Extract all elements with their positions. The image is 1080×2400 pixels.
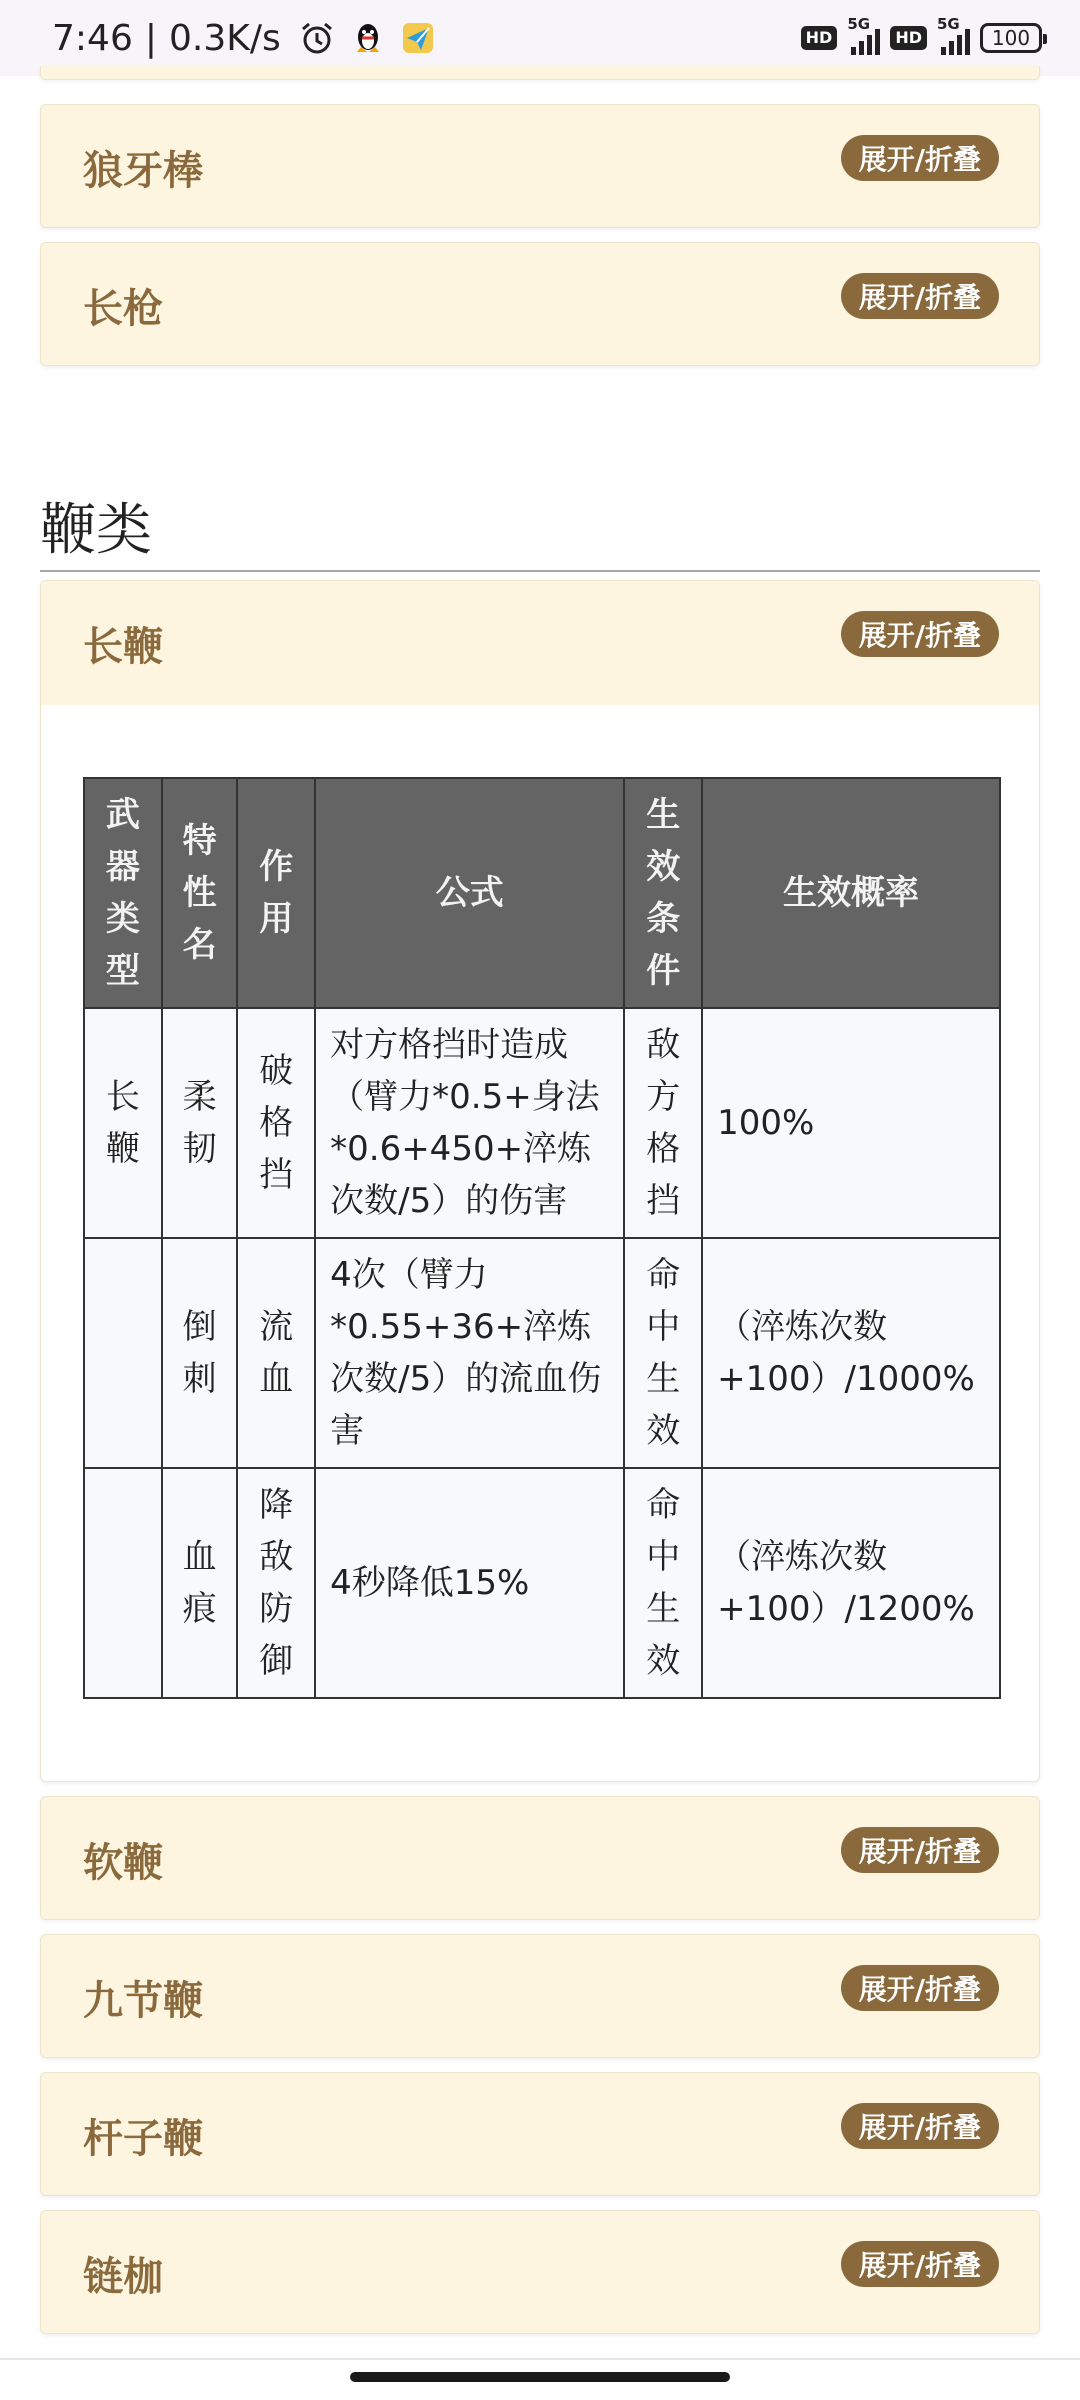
panel-header[interactable]	[41, 1935, 1039, 2059]
panel-changqiang	[40, 242, 1040, 366]
toggle-button[interactable]: 展开/折叠	[841, 273, 999, 319]
table-row	[84, 1008, 1000, 1238]
col-header-chance: 生效概率	[702, 778, 1000, 1008]
table-row	[84, 1468, 1000, 1698]
battery-level: 100	[991, 26, 1031, 50]
panel-lianjia	[40, 2210, 1040, 2334]
col-header-weapon-type: 武器类型	[84, 778, 162, 1008]
cell-trait: 血痕	[162, 1468, 238, 1698]
col-header-condition: 生效条件	[624, 778, 702, 1008]
cell-formula: 4秒降低15%	[315, 1468, 624, 1698]
hd-badge: HD	[801, 26, 838, 50]
status-bar	[0, 0, 1080, 76]
paper-plane-icon	[401, 21, 435, 55]
cell-effect: 流血	[237, 1238, 315, 1468]
panel-header[interactable]	[41, 243, 1039, 367]
panel-header[interactable]	[41, 1797, 1039, 1921]
panel-header[interactable]	[41, 105, 1039, 229]
panel-header[interactable]	[41, 581, 1039, 705]
status-separator: |	[144, 17, 157, 59]
cell-condition: 命中生效	[624, 1468, 702, 1698]
table-header-row	[84, 778, 1000, 1008]
panel-ganzibian	[40, 2072, 1040, 2196]
toggle-button[interactable]: 展开/折叠	[841, 2241, 999, 2287]
cell-effect: 降敌防御	[237, 1468, 315, 1698]
cell-trait: 柔韧	[162, 1008, 238, 1238]
panel-changbian	[40, 580, 1040, 1782]
cell-chance: 100%	[702, 1008, 1000, 1238]
home-indicator[interactable]	[350, 2372, 730, 2382]
panel-title: 长鞭	[83, 623, 163, 670]
panel-header[interactable]	[41, 2211, 1039, 2335]
toggle-button[interactable]: 展开/折叠	[841, 2103, 999, 2149]
signal-5g-icon-2: 5G	[937, 21, 970, 55]
panel-jiujiebian	[40, 1934, 1040, 2058]
cell-weapon: 长鞭	[84, 1008, 162, 1238]
table-row	[84, 1238, 1000, 1468]
cell-weapon	[84, 1468, 162, 1698]
signal-5g-icon: 5G	[847, 21, 880, 55]
panel-title: 狼牙棒	[83, 147, 203, 194]
cell-effect: 破格挡	[237, 1008, 315, 1238]
toggle-button[interactable]: 展开/折叠	[841, 135, 999, 181]
bottom-divider	[0, 2358, 1080, 2360]
panel-ruanbian	[40, 1796, 1040, 1920]
panel-title: 九节鞭	[83, 1977, 203, 2024]
status-time: 7:46	[52, 17, 133, 59]
network-speed: 0.3K/s	[168, 17, 281, 59]
toggle-button[interactable]: 展开/折叠	[841, 1827, 999, 1873]
panel-header[interactable]	[41, 2073, 1039, 2197]
section-heading: 鞭类	[40, 486, 1040, 572]
cell-chance: （淬炼次数+100）/1000%	[702, 1238, 1000, 1468]
col-header-effect: 作用	[237, 778, 315, 1008]
cell-formula: 对方格挡时造成（臂力*0.5+身法*0.6+450+淬炼次数/5）的伤害	[315, 1008, 624, 1238]
toggle-button[interactable]: 展开/折叠	[841, 1965, 999, 2011]
qq-penguin-icon	[353, 21, 383, 55]
cell-chance: （淬炼次数+100）/1200%	[702, 1468, 1000, 1698]
toggle-button[interactable]: 展开/折叠	[841, 611, 999, 657]
panel-title: 长枪	[83, 285, 163, 332]
panel-title: 软鞭	[83, 1839, 163, 1886]
panel-langyabang	[40, 104, 1040, 228]
alarm-icon	[299, 20, 335, 56]
cell-condition: 命中生效	[624, 1238, 702, 1468]
cell-weapon	[84, 1238, 162, 1468]
hd-badge-2: HD	[890, 26, 927, 50]
cell-formula: 4次（臂力*0.55+36+淬炼次数/5）的流血伤害	[315, 1238, 624, 1468]
weapon-trait-table	[83, 777, 1001, 1699]
cell-trait: 倒刺	[162, 1238, 238, 1468]
cell-condition: 敌方格挡	[624, 1008, 702, 1238]
col-header-formula: 公式	[315, 778, 624, 1008]
battery-icon	[980, 23, 1042, 53]
previous-panel-edge	[40, 66, 1040, 80]
panel-title: 杆子鞭	[83, 2115, 203, 2162]
panel-title: 链枷	[83, 2253, 163, 2300]
col-header-trait-name: 特性名	[162, 778, 238, 1008]
